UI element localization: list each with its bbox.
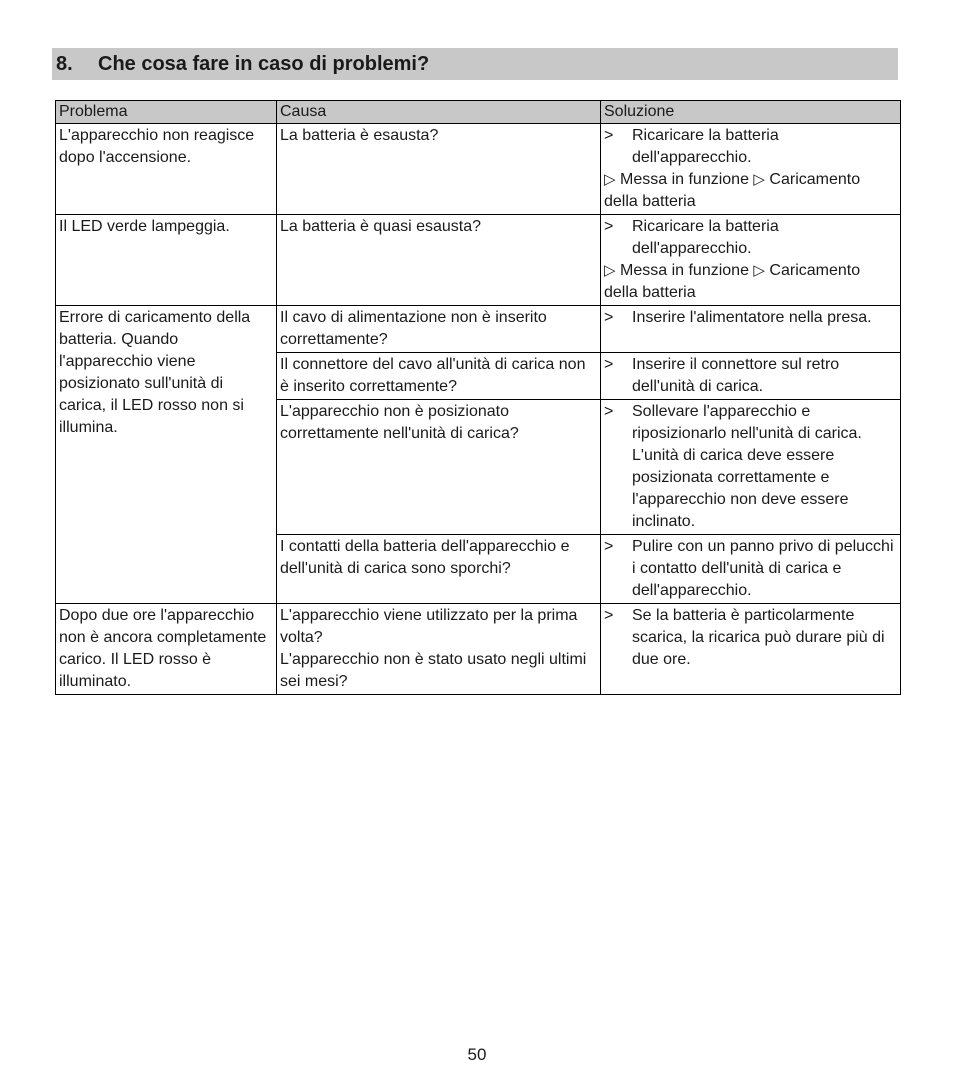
header-cause: Causa <box>277 101 601 124</box>
reference-text: Caricamento della batteria <box>604 262 861 301</box>
table-row <box>56 124 901 215</box>
solution-text: Ricaricare la batteria dell'apparecchio. <box>632 218 779 257</box>
bullet-marker: > <box>604 309 614 326</box>
cross-reference <box>604 260 898 304</box>
solution-cell <box>601 353 901 400</box>
bullet-marker: > <box>604 607 614 624</box>
cross-reference <box>604 169 898 213</box>
problem-cell: Il LED verde lampeggia. <box>56 215 277 306</box>
bullet-marker: > <box>604 403 614 420</box>
table-row <box>56 604 901 695</box>
problem-cell: Errore di caricamento della batteria. Quando l'apparecchio viene posizionato sull'unità di carica, il LED rosso non si illumina. <box>56 306 277 604</box>
header-problem: Problema <box>56 101 277 124</box>
table-row <box>56 306 901 353</box>
reference-arrow-icon: ▷ <box>753 171 765 188</box>
reference-arrow-icon: ▷ <box>753 262 765 279</box>
solution-cell <box>601 306 901 353</box>
cause-text: L'apparecchio non è stato usato negli ultimi sei mesi? <box>280 651 587 690</box>
solution-text: Pulire con un panno privo di pelucchi i contatto dell'unità di carica e dell'apparecchio. <box>632 538 894 599</box>
solution-text: Se la batteria è particolarmente scarica, la ricarica può durare più di due ore. <box>632 607 885 668</box>
cause-cell: Il connettore del cavo all'unità di carica non è inserito correttamente? <box>277 353 601 400</box>
solution-cell <box>601 604 901 695</box>
solution-cell <box>601 215 901 306</box>
cause-cell: I contatti della batteria dell'apparecchio e dell'unità di carica sono sporchi? <box>277 535 601 604</box>
problem-cell: Dopo due ore l'apparecchio non è ancora completamente carico. Il LED rosso è illuminato. <box>56 604 277 695</box>
solution-text: Inserire il connettore sul retro dell'unità di carica. <box>632 356 840 395</box>
cause-cell <box>277 604 601 695</box>
reference-text: Messa in funzione <box>620 171 749 188</box>
solution-cell <box>601 535 901 604</box>
solution-cell <box>601 124 901 215</box>
problem-cell: L'apparecchio non reagisce dopo l'accensione. <box>56 124 277 215</box>
cause-cell: L'apparecchio non è posizionato correttamente nell'unità di carica? <box>277 400 601 535</box>
section-title: Che cosa fare in caso di problemi? <box>98 52 430 75</box>
cause-text: L'apparecchio viene utilizzato per la prima volta? <box>280 607 578 646</box>
reference-text: Messa in funzione <box>620 262 749 279</box>
cause-cell: Il cavo di alimentazione non è inserito correttamente? <box>277 306 601 353</box>
cause-cell: La batteria è esausta? <box>277 124 601 215</box>
solution-cell <box>601 400 901 535</box>
reference-arrow-icon: ▷ <box>604 171 616 188</box>
bullet-marker: > <box>604 218 614 235</box>
troubleshooting-table <box>55 100 901 695</box>
table-header-row <box>56 101 901 124</box>
reference-text: Caricamento della batteria <box>604 171 861 210</box>
header-solution: Soluzione <box>601 101 901 124</box>
reference-arrow-icon: ▷ <box>604 262 616 279</box>
page-number: 50 <box>467 1045 487 1064</box>
solution-text: Inserire l'alimentatore nella presa. <box>632 309 872 326</box>
bullet-marker: > <box>604 538 614 555</box>
section-number: 8. <box>56 52 73 75</box>
solution-text: Ricaricare la batteria dell'apparecchio. <box>632 127 779 166</box>
section-heading <box>52 48 898 80</box>
table-row <box>56 215 901 306</box>
bullet-marker: > <box>604 356 614 373</box>
solution-text: Sollevare l'apparecchio e riposizionarlo nell'unità di carica. L'unità di carica deve essere posizionata correttamente e l'apparecchio non deve essere inclinato. <box>632 403 862 530</box>
cause-cell: La batteria è quasi esausta? <box>277 215 601 306</box>
bullet-marker: > <box>604 127 614 144</box>
